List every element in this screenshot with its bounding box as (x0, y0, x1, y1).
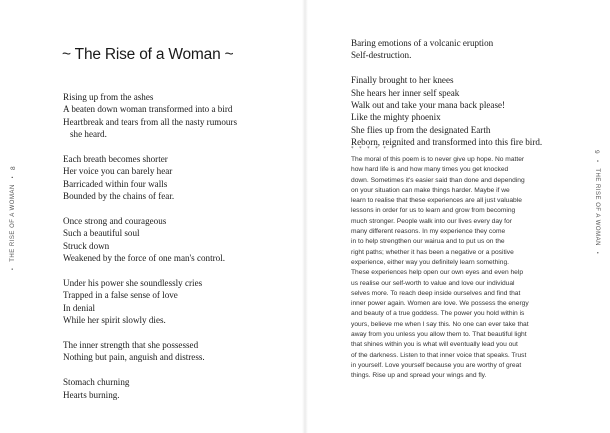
stanza (63, 339, 303, 364)
poem-line: Nothing but pain, anguish and distress. (63, 352, 205, 363)
moral-line: inner power again. Women are love. We possess the energy (351, 300, 529, 308)
poem-line: Like the mighty phoenix (351, 112, 441, 123)
moral-line: learn to realise that these experiences are all just valuable (351, 197, 522, 205)
moral-line: experience, either way you definitely learn something. (351, 258, 509, 266)
poem-line: Walk out and take your mana back please! (351, 100, 506, 111)
poem-line: While her spirit slowly dies. (63, 315, 166, 326)
poem-line: Trapped in a false sense of love (63, 290, 178, 301)
poem-line: In denial (63, 302, 96, 313)
moral-line: us realise our self-worth to value and love our individual (351, 279, 515, 287)
poem-line: Stomach churning (63, 377, 130, 388)
moral-line: of the darkness. Listen to that inner voice that speaks. Trust (351, 351, 527, 359)
poem-line: Finally brought to her knees (351, 75, 454, 86)
moral-line: yours, believe me when I say this. No one can ever take that (351, 320, 529, 328)
moral-line: These experiences help open our own eyes and even help (351, 269, 524, 277)
poem-right-column (351, 37, 601, 161)
section-separator: * * * * * * (351, 146, 396, 152)
moral-line: right paths; whether it has been a negative or a positive (351, 248, 514, 256)
moral-line: selves more. To reach deep inside ourselves and find that (351, 289, 521, 297)
running-header-text: THE RISE OF A WOMAN (10, 184, 16, 262)
bullet-icon: • (10, 267, 16, 270)
poem-left-column (63, 91, 303, 413)
poem-line: Once strong and courageous (63, 216, 167, 227)
bullet-icon: • (10, 175, 16, 179)
poem-line: Hearts burning. (63, 389, 120, 400)
moral-line: in to help strengthen our wairua and to put us on the (351, 238, 505, 246)
moral-line: things. Rise up and spread your wings and fly. (351, 372, 487, 380)
stanza (351, 74, 601, 148)
poem-line: The inner strength that she possessed (63, 340, 199, 351)
moral-line: many different reasons. In my experience they come (351, 228, 506, 236)
moral-line: in yourself. Love yourself because you are worthy of great (351, 361, 522, 369)
moral-line: lessons in order for us to learn and grow from becoming (351, 207, 516, 215)
poem-line: A beaten down woman transformed into a bird (63, 104, 233, 115)
poem-title: ~ The Rise of a Woman ~ (62, 46, 234, 64)
moral-line: how hard life is and how many times you get knocked (351, 166, 509, 174)
poem-line: Such a beautiful soul (63, 228, 140, 239)
bullet-icon: • (594, 160, 600, 163)
poem-line: Each breath becomes shorter (63, 154, 168, 165)
moral-line: that shines within you is what will eventually lead you out (351, 341, 518, 349)
poem-line: Her voice you can barely hear (63, 166, 173, 177)
moral-line: The moral of this poem is to never give up hope. No matter (351, 156, 525, 163)
poem-line: Baring emotions of a volcanic eruption (351, 38, 494, 48)
page-number: 9 (593, 150, 601, 155)
left-running-header (3, 150, 23, 270)
poem-line: Barricaded within four walls (63, 178, 168, 189)
moral-line: away from you unless you allow them to. That beautiful light (351, 331, 527, 339)
moral-paragraph (351, 155, 529, 382)
poem-line: Heartbreak and tears from all the nasty rumours (63, 116, 237, 127)
moral-line: and beauty of a true goddess. The power you hold within is (351, 310, 525, 318)
poem-line: Weakened by the force of one man's control. (63, 253, 226, 264)
moral-line: much stronger. People walk into our lives every day for (351, 217, 512, 225)
poem-line: she heard. (70, 129, 107, 140)
poem-line: She flies up from the designated Earth (351, 124, 491, 135)
stanza (63, 215, 303, 265)
poem-line: Bounded by the chains of fear. (63, 191, 175, 202)
poem-line: Reborn, reignited and transformed into this fire bird. (351, 137, 543, 148)
poem-line: Rising up from the ashes (63, 92, 154, 102)
moral-line: down. Sometimes it's easier said than done and depending (351, 176, 525, 184)
stanza (63, 376, 303, 401)
poem-line: Under his power she soundlessly cries (63, 278, 203, 289)
running-header-text: THE RISE OF A WOMAN (594, 168, 600, 246)
stanza (63, 91, 303, 141)
stanza (63, 277, 303, 327)
poem-line: Self-destruction. (351, 50, 412, 61)
stanza (63, 153, 303, 203)
poem-line: She hears her inner self speak (351, 87, 460, 98)
right-running-header (587, 150, 607, 270)
bullet-icon: • (594, 251, 600, 255)
moral-line: on your situation can make things harder. Maybe if we (351, 186, 510, 194)
stanza (351, 37, 601, 62)
page-number: 8 (9, 165, 17, 170)
poem-line: Struck down (63, 240, 110, 251)
